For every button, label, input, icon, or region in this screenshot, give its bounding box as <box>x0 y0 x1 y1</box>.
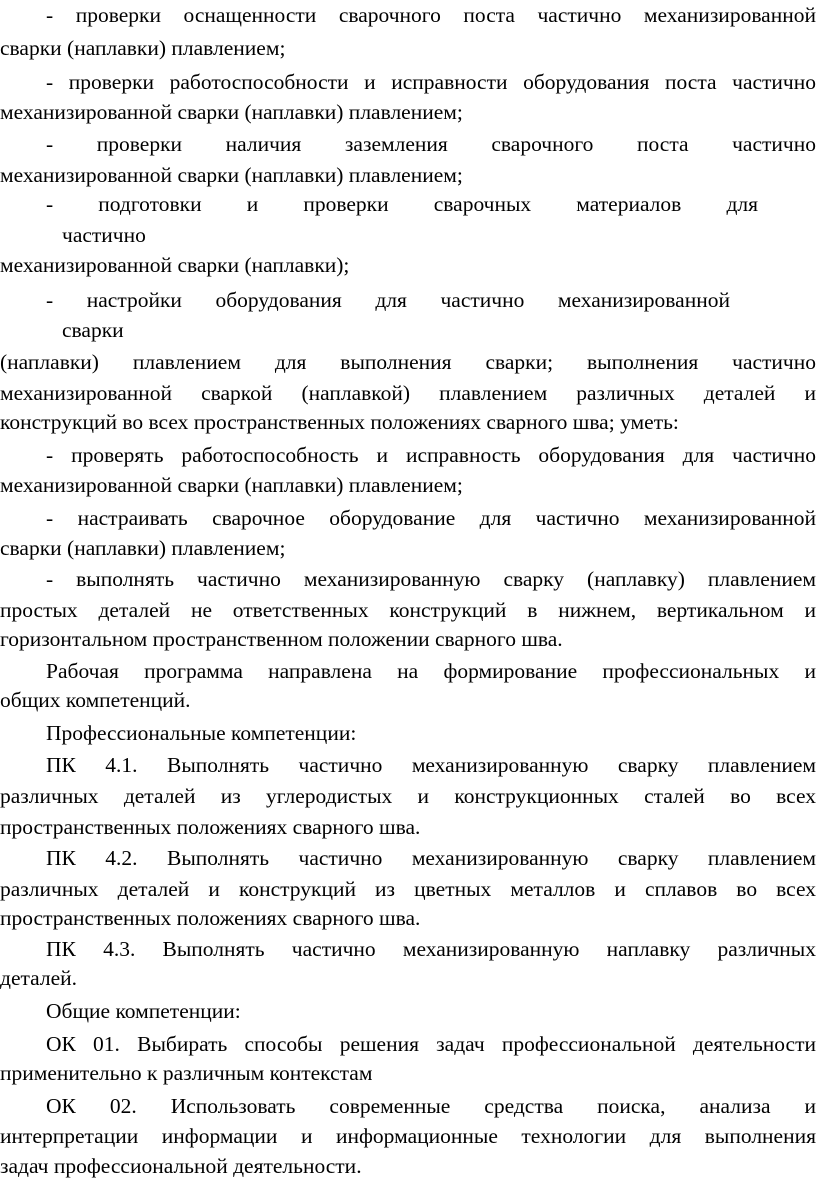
text-line: интерпретации информации и информационные технологии для выполнения <box>0 1124 816 1148</box>
text-line: (наплавки) плавлением для выполнения сварки; выполнения частично <box>0 350 816 374</box>
text-line: горизонтальном пространственном положении сварного шва. <box>0 627 563 651</box>
text-line: деталей. <box>0 966 78 990</box>
text-line: ПК 4.2. Выполнять частично механизированную сварку плавлением <box>46 846 816 870</box>
text-line: частично <box>62 223 146 247</box>
text-line: различных деталей и конструкций из цветных металлов и сплавов во всех <box>0 877 816 901</box>
text-line: - проверять работоспособность и исправность оборудования для частично <box>46 443 816 467</box>
text-line: общих компетенций. <box>0 688 191 712</box>
text-line: ОК 01. Выбирать способы решения задач профессиональной деятельности <box>46 1032 816 1056</box>
text-line: задач профессиональной деятельности. <box>0 1154 362 1178</box>
text-line: сварки <box>62 318 124 342</box>
text-line: применительно к различным контекстам <box>0 1061 373 1085</box>
text-line: - проверки работоспособности и исправности оборудования поста частично <box>46 70 816 94</box>
text-line: - проверки наличия заземления сварочного поста частично <box>46 132 816 156</box>
text-line: - проверки оснащенности сварочного поста частично механизированной <box>46 3 816 27</box>
text-line: различных деталей из углеродистых и конструкционных сталей во всех <box>0 784 816 808</box>
text-line: механизированной сварки (наплавки) плавлением; <box>0 100 463 124</box>
text-line: сварки (наплавки) плавлением; <box>0 36 286 60</box>
text-line: механизированной сварки (наплавки) плавлением; <box>0 163 463 187</box>
text-line: сварки (наплавки) плавлением; <box>0 536 286 560</box>
text-line: - настройки оборудования для частично механизированной <box>46 288 730 312</box>
text-line: пространственных положениях сварного шва. <box>0 815 421 839</box>
text-line: простых деталей не ответственных конструкций в нижнем, вертикальном и <box>0 598 816 622</box>
text-line: Профессиональные компетенции: <box>46 721 357 745</box>
text-line: механизированной сварки (наплавки); <box>0 253 350 277</box>
text-line: Общие компетенции: <box>46 999 241 1023</box>
text-line: - подготовки и проверки сварочных материалов для <box>46 192 758 216</box>
text-line: Рабочая программа направлена на формирование профессиональных и <box>46 659 816 683</box>
text-line: механизированной сваркой (наплавкой) плавлением различных деталей и <box>0 381 816 405</box>
text-line: - настраивать сварочное оборудование для частично механизированной <box>46 506 816 530</box>
text-line: пространственных положениях сварного шва. <box>0 906 421 930</box>
text-line: конструкций во всех пространственных положениях сварного шва; уметь: <box>0 410 679 434</box>
text-line: ОК 02. Использовать современные средства поиска, анализа и <box>46 1094 816 1118</box>
text-line: механизированной сварки (наплавки) плавлением; <box>0 473 463 497</box>
text-line: ПК 4.1. Выполнять частично механизированную сварку плавлением <box>46 753 816 777</box>
text-line: ПК 4.3. Выполнять частично механизированную наплавку различных <box>46 937 816 961</box>
text-line: - выполнять частично механизированную сварку (наплавку) плавлением <box>46 567 816 591</box>
